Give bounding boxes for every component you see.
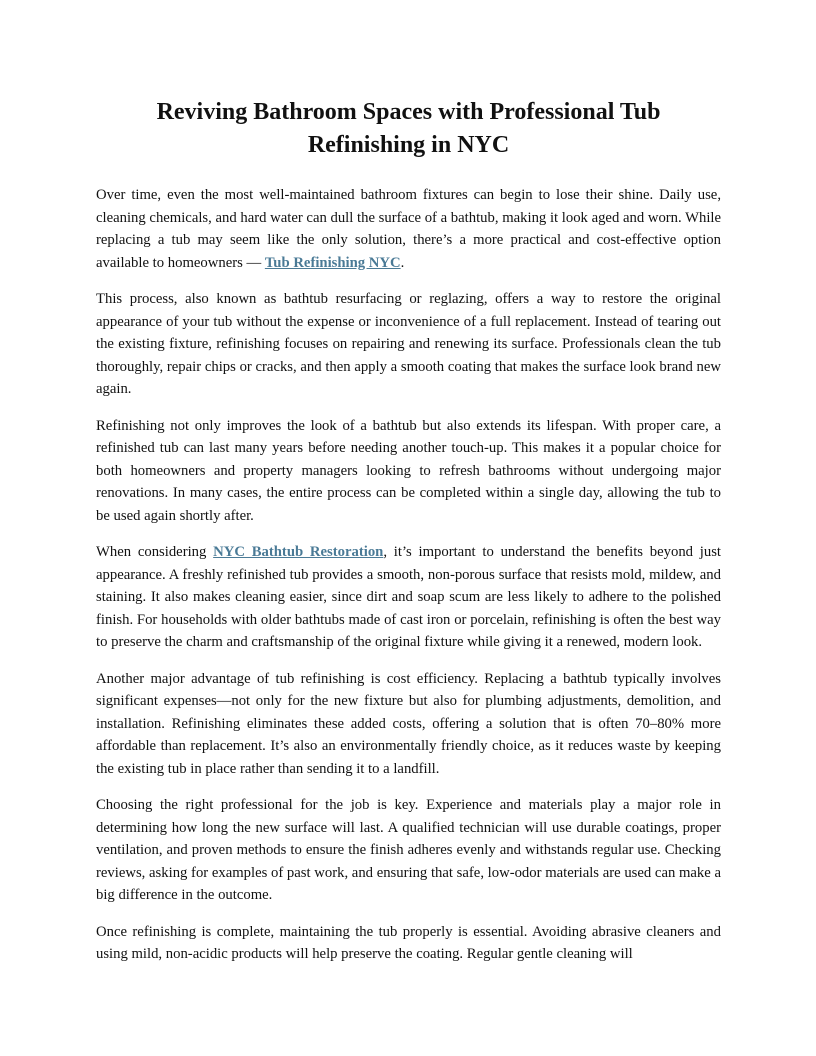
paragraph-text: When considering (96, 544, 214, 560)
nyc-bathtub-restoration-link[interactable]: NYC Bathtub Restoration (213, 544, 384, 560)
paragraph-text: , it’s important to understand the benefits beyond just appearance. A freshly refinished tub provides a smooth, non-porous surface that resists mold, mildew, and staining. It also makes cleaning easier, since dirt and soap scum are less likely to adhere to the polished finish. For households with older bathtubs made of cast iron or porcelain, refinishing is often the best way to preserve the charm and craftsmanship of the original fixture while giving it a renewed, modern look. (96, 544, 721, 650)
paragraph-lifespan: Refinishing not only improves the look of a bathtub but also extends its lifespan. With proper care, a refinished tub can last many years before needing another touch-up. This makes it a popular choice for both homeowners and property managers looking to refresh bathrooms without undergoing major renovations. In many cases, the entire process can be completed within a single day, allowing the tub to be used again shortly after. (96, 417, 721, 524)
page-title: Reviving Bathroom Spaces with Professional Tub Refinishing in NYC (156, 99, 661, 158)
paragraph-professional: Choosing the right professional for the job is key. Experience and materials play a major role in determining how long the new surface will last. A qualified technician will use durable coatings, proper ventilation, and proven methods to ensure the finish adheres evenly and withstands regular use. Checking reviews, asking for examples of past work, and ensuring that safe, low-odor materials are used can make a big difference in the outcome. (96, 797, 721, 903)
paragraph-maintenance: Once refinishing is complete, maintaining the tub properly is essential. Avoiding abrasive cleaners and using mild, non-acidic products will help preserve the coating. Regular gentle cleaning will (96, 923, 721, 962)
paragraph-text: . (400, 254, 405, 271)
paragraph-benefits (96, 541, 721, 654)
tub-refinishing-nyc-link[interactable]: Tub Refinishing NYC (264, 254, 401, 271)
paragraph-intro (96, 184, 721, 274)
paragraph-cost: Another major advantage of tub refinishing is cost efficiency. Replacing a bathtub typically involves significant expenses—not only for the new fixture but also for plumbing adjustments, demolition, and installation. Refinishing eliminates these added costs, offering a solution that is often 70–80% more affordable than replacement. It’s also an environmentally friendly choice, as it reduces waste by keeping the existing tub in place rather than sending it to a landfill. (96, 670, 721, 777)
paragraph-process: This process, also known as bathtub resurfacing or reglazing, offers a way to restore the original appearance of your tub without the expense or inconvenience of a full replacement. Instead of tearing out the existing fixture, refinishing focuses on repairing and renewing its surface. Professionals clean the tub thoroughly, repair chips or cracks, and then apply a smooth coating that makes the surface look brand new again. (96, 291, 721, 397)
paragraph-text: Over time, even the most well-maintained bathroom fixtures can begin to lose their shine. Daily use, cleaning chemicals, and hard water can dull the surface of a bathtub, making it look aged and worn. While replacing a tub may seem like the only solution, there’s a more practical and cost-effective option available to homeowners — (96, 187, 721, 271)
document-page (96, 96, 721, 980)
